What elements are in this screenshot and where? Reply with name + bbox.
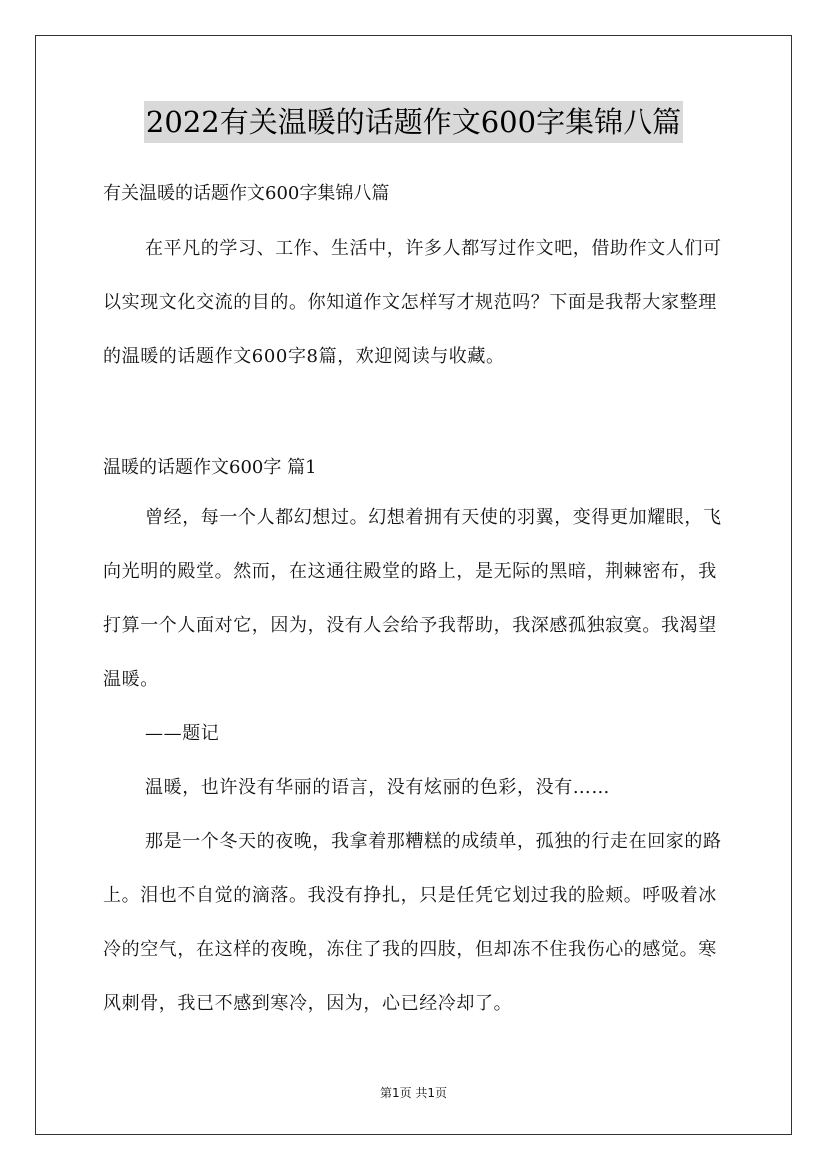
essay-paragraph-3: 那是一个冬天的夜晚，我拿着那糟糕的成绩单，孤独的行走在回家的路上。泪也不自觉的滴落。我没有挣扎，只是任凭它划过我的脸颊。呼吸着冰冷的空气，在这样的夜晚，冻住了我的四肢，但却冻不住我伤心的感觉。寒风刺骨，我已不感到寒冷，因为，心已经冷却了。 <box>103 831 722 1014</box>
title-container <box>0 101 827 143</box>
intro-paragraph: 在平凡的学习、工作、生活中，许多人都写过作文吧，借助作文人们可以实现文化交流的目的。你知道作文怎样写才规范吗？下面是我帮大家整理的温暖的话题作文600字8篇，欢迎阅读与收藏。 <box>103 238 722 367</box>
essay-paragraph-1: 曾经，每一个人都幻想过。幻想着拥有天使的羽翼，变得更加耀眼，飞向光明的殿堂。然而，在这通往殿堂的路上，是无际的黑暗，荆棘密布，我打算一个人面对它，因为，没有人会给予我帮助，我深感孤独寂寞。我渴望温暖。 <box>103 507 722 690</box>
essay-epigraph-attribution: ——题记 <box>145 723 220 744</box>
essay-paragraph-2: 温暖，也许没有华丽的语言，没有炫丽的色彩，没有…… <box>145 777 610 798</box>
intro-section <box>103 222 733 384</box>
page-footer: 第1页 共1页 <box>379 1086 448 1100</box>
document-subtitle: 有关温暖的话题作文600字集锦八篇 <box>103 183 390 204</box>
document-title: 2022有关温暖的话题作文600字集锦八篇 <box>144 101 683 143</box>
essay-body <box>103 491 733 1031</box>
section-heading: 温暖的话题作文600字 篇1 <box>103 457 317 478</box>
